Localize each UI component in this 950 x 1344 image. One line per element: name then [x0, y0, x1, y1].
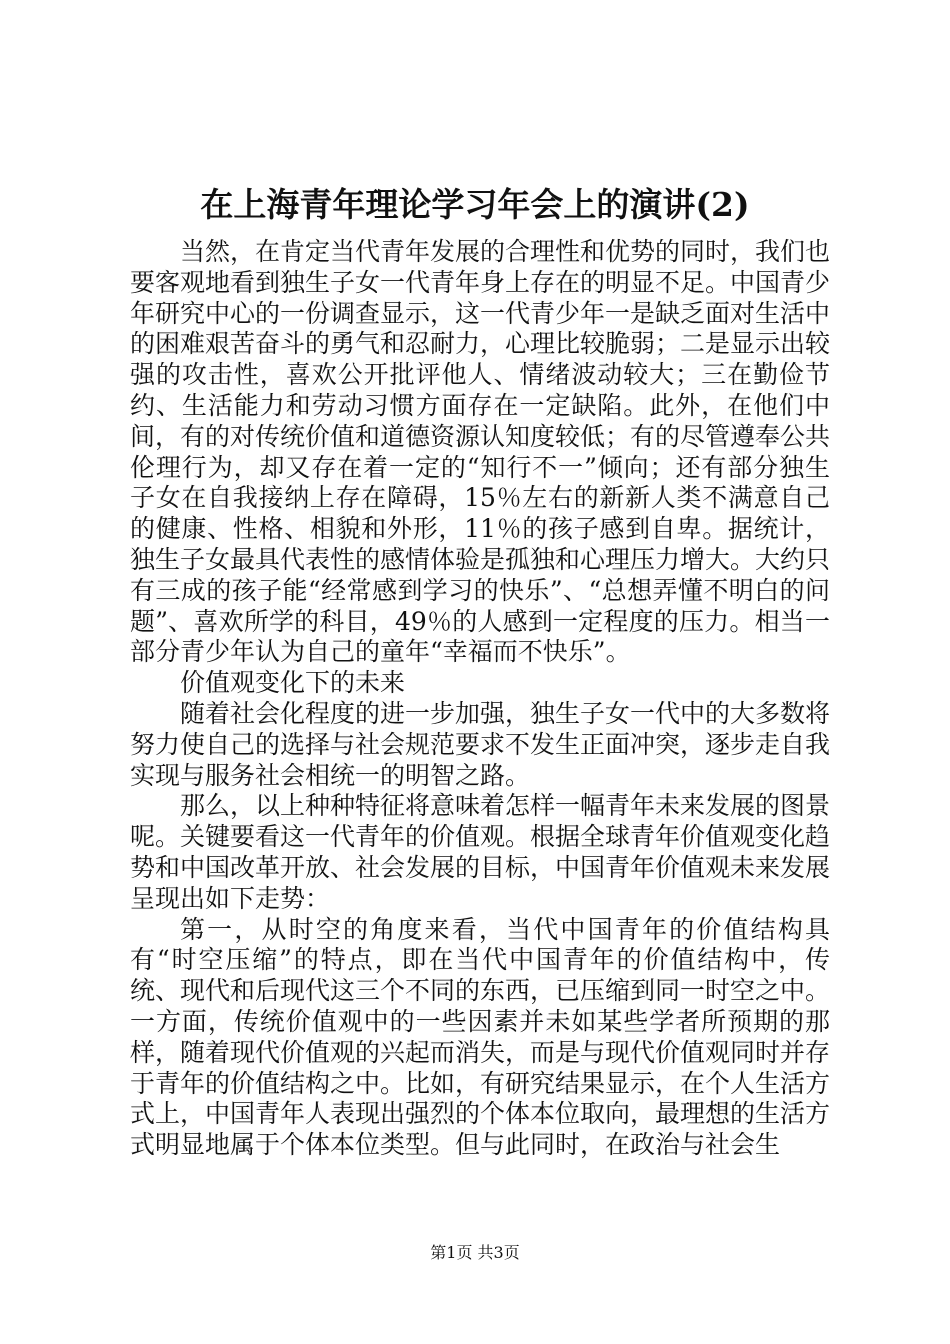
- document-body: [130, 237, 830, 1161]
- paragraph: 随着社会化程度的进一步加强，独生子女一代中的大多数将努力使自己的选择与社会规范要求不发生正面冲突，逐步走自我实现与服务社会相统一的明智之路。: [130, 698, 831, 790]
- paragraph: 当然，在肯定当代青年发展的合理性和优势的同时，我们也要客观地看到独生子女一代青年身上存在的明显不足。中国青少年研究中心的一份调查显示，这一代青少年一是缺乏面对生活中的困难艰苦奋斗的勇气和忍耐力，心理比较脆弱；二是显示出较强的攻击性，喜欢公开批评他人、情绪波动较大；三在勤俭节约、生活能力和劳动习惯方面存在一定缺陷。此外，在他们中间，有的对传统价值和道德资源认知度较低；有的尽管遵奉公共伦理行为，却又存在着一定的“知行不一”倾向；还有部分独生子女在自我接纳上存在障碍，15％左右的新新人类不满意自己的健康、性格、相貌和外形，11％的孩子感到自卑。据统计，独生子女最具代表性的感情体验是孤独和心理压力增大。大约只有三成的孩子能“经常感到学习的快乐”、“总想弄懂不明白的问题”、喜欢所学的科目，49％的人感到一定程度的压力。相当一部分青少年认为自己的童年“幸福而不快乐”。: [130, 237, 831, 667]
- page-number-footer: 第1页 共3页: [430, 1243, 520, 1262]
- section-heading: 价值观变化下的未来: [180, 668, 406, 698]
- paragraph: 那么，以上种种特征将意味着怎样一幅青年未来发展的图景呢。关键要看这一代青年的价值观。根据全球青年价值观变化趋势和中国改革开放、社会发展的目标，中国青年价值观未来发展呈现出如下走势：: [130, 791, 831, 913]
- paragraph: 第一，从时空的角度来看，当代中国青年的价值结构具有“时空压缩”的特点，即在当代中国青年的价值结构中，传统、现代和后现代这三个不同的东西，已压缩到同一时空之中。一方面，传统价值观中的一些因素并未如某些学者所预期的那样，随着现代价值观的兴起而消失，而是与现代价值观同时并存于青年的价值结构之中。比如，有研究结果显示，在个人生活方式上，中国青年人表现出强烈的个体本位取向，最理想的生活方式明显地属于个体本位类型。但与此同时，在政治与社会生: [130, 914, 831, 1160]
- document-title: 在上海青年理论学习年会上的演讲(2): [200, 185, 750, 224]
